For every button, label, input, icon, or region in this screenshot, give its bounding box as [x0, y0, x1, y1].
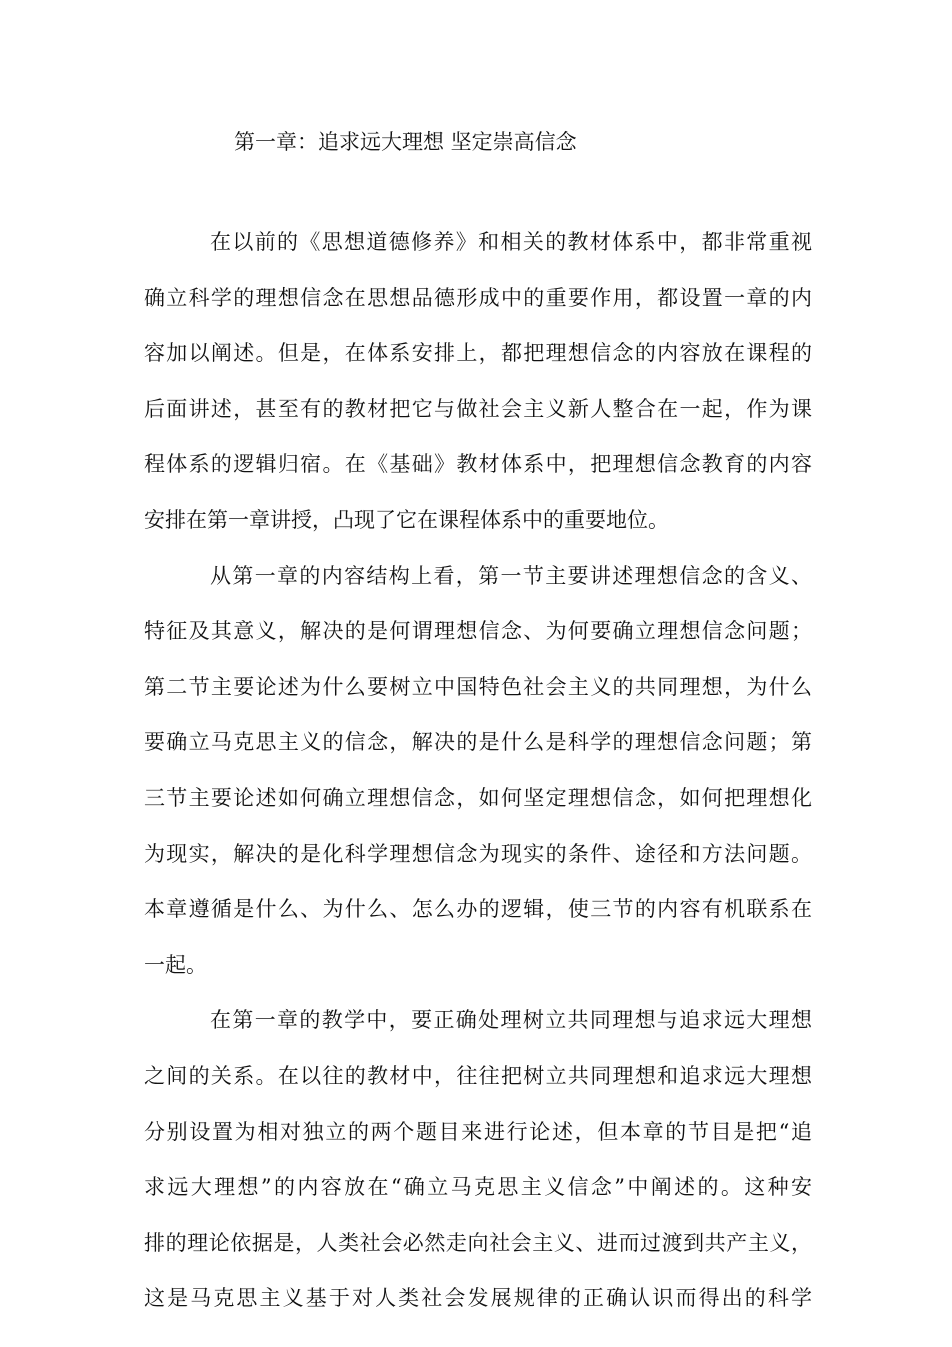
text-line: 要确立马克思主义的信念，解决的是什么是科学的理想信念问题；第 — [144, 730, 812, 755]
text-line: 在以前的《思想道德修养》和相关的教材体系中，都非常重视 — [210, 230, 812, 254]
paragraph — [144, 222, 812, 556]
paragraph — [144, 556, 812, 1001]
text-line: 在第一章的教学中，要正确处理树立共同理想与追求远大理想 — [210, 1008, 812, 1033]
text-line: 容加以阐述。但是，在体系安排上，都把理想信念的内容放在课程的 — [144, 341, 812, 366]
chapter-title: 第一章：追求远大理想 坚定崇高信念 — [234, 130, 577, 154]
text-line: 从第一章的内容结构上看，第一节主要讲述理想信念的含义、 — [210, 563, 812, 588]
text-line: 这是马克思主义基于对人类社会发展规律的正确认识而得出的科学 — [144, 1286, 812, 1311]
text-line: 本章遵循是什么、为什么、怎么办的逻辑，使三节的内容有机联系在 — [144, 897, 812, 922]
text-line: 第二节主要论述为什么要树立中国特色社会主义的共同理想，为什么 — [144, 674, 812, 699]
text-line: 为现实，解决的是化科学理想信念为现实的条件、途径和方法问题。 — [144, 841, 812, 866]
text-line: 一起。 — [144, 952, 207, 977]
text-line: 之间的关系。在以往的教材中，往往把树立共同理想和追求远大理想 — [144, 1063, 812, 1088]
text-line: 求远大理想”的内容放在“确立马克思主义信念”中阐述的。这种安 — [144, 1175, 812, 1200]
text-line: 分别设置为相对独立的两个题目来进行论述，但本章的节目是把“追 — [144, 1119, 812, 1144]
paragraph — [144, 1000, 812, 1334]
text-line: 后面讲述，甚至有的教材把它与做社会主义新人整合在一起，作为课 — [144, 396, 812, 421]
body-text — [144, 222, 812, 1334]
text-line: 确立科学的理想信念在思想品德形成中的重要作用，都设置一章的内 — [144, 285, 812, 310]
text-line: 特征及其意义，解决的是何谓理想信念、为何要确立理想信念问题； — [144, 619, 812, 644]
text-line: 排的理论依据是，人类社会必然走向社会主义、进而过渡到共产主义， — [144, 1230, 812, 1255]
text-line: 程体系的逻辑归宿。在《基础》教材体系中，把理想信念教育的内容 — [144, 452, 812, 477]
text-line: 三节主要论述如何确立理想信念，如何坚定理想信念，如何把理想化 — [144, 785, 812, 810]
text-line: 安排在第一章讲授，凸现了它在课程体系中的重要地位。 — [144, 507, 669, 532]
